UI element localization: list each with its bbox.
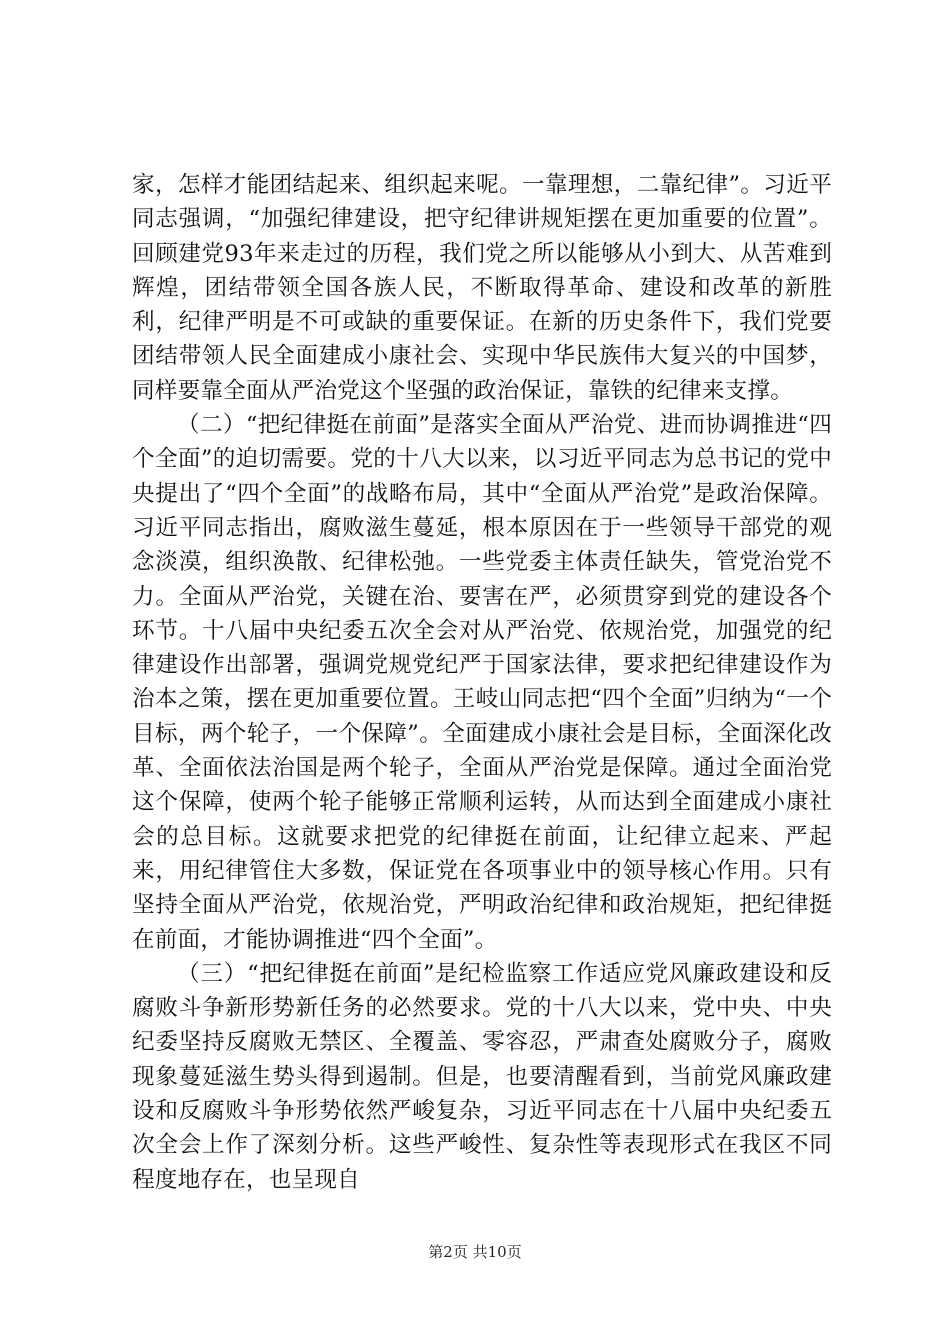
- paragraph-3: （三）“把纪律挺在前面”是纪检监察工作适应党风廉政建设和反腐败斗争新形势新任务的必然要求。党的十八大以来，党中央、中央纪委坚持反腐败无禁区、全覆盖、零容忍，严肃查处腐败分子，腐败现象蔓延滋生势头得到遏制。但是，也要清醒看到，当前党风廉政建设和反腐败斗争形势依然严峻复杂，习近平同志在十八届中央纪委五次全会上作了深刻分析。这些严峻性、复杂性等表现形式在我区不同程度地存在，也呈现自: [132, 960, 832, 1193]
- document-body: [132, 168, 832, 1197]
- paragraph-1: 家，怎样才能团结起来、组织起来呢。一靠理想，二靠纪律”。习近平同志强调，“加强纪律建设，把守纪律讲规矩摆在更加重要的位置”。回顾建党93年来走过的历程，我们党之所以能够从小到大、从苦难到辉煌，团结带领全国各族人民，不断取得革命、建设和改革的新胜利，纪律严明是不可或缺的重要保证。在新的历史条件下，我们党要团结带领人民全面建成小康社会、实现中华民族伟大复兴的中国梦，同样要靠全面从严治党这个坚强的政治保证，靠铁的纪律来支撑。: [132, 172, 832, 404]
- page-number-footer: 第2页 共10页: [428, 1243, 522, 1261]
- paragraph-2: （二）“把纪律挺在前面”是落实全面从严治党、进而协调推进“四个全面”的迫切需要。党的十八大以来，以习近平同志为总书记的党中央提出了“四个全面”的战略布局，其中“全面从严治党”是政治保障。习近平同志指出，腐败滋生蔓延，根本原因在于一些领导干部党的观念淡漠，组织涣散、纪律松弛。一些党委主体责任缺失，管党治党不力。全面从严治党，关键在治、要害在严，必须贯穿到党的建设各个环节。十八届中央纪委五次全会对从严治党、依规治党，加强党的纪律建设作出部署，强调党规党纪严于国家法律，要求把纪律建设作为治本之策，摆在更加重要位置。王岐山同志把“四个全面”归纳为“一个目标，两个轮子，一个保障”。全面建成小康社会是目标，全面深化改革、全面依法治国是两个轮子，全面从严治党是保障。通过全面治党这个保障，使两个轮子能够正常顺利运转，从而达到全面建成小康社会的总目标。这就要求把党的纪律挺在前面，让纪律立起来、严起来，用纪律管住大多数，保证党在各项事业中的领导核心作用。只有坚持全面从严治党，依规治党，严明政治纪律和政治规矩，把纪律挺在前面，才能协调推进“四个全面”。: [132, 412, 832, 953]
